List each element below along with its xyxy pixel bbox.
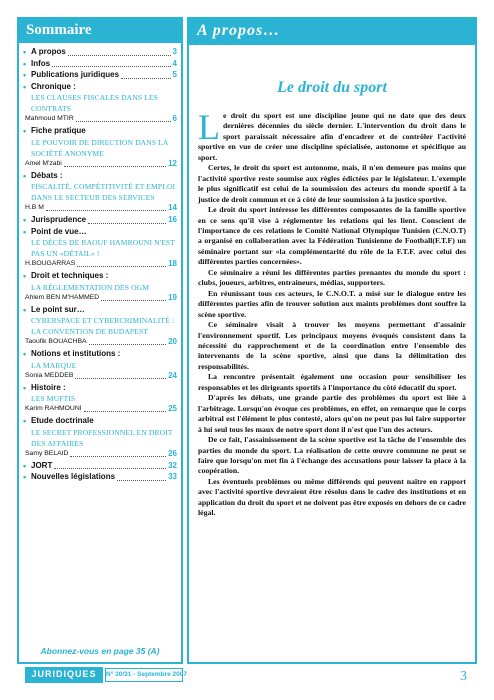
table-of-contents: [17, 17, 183, 664]
toc-entry[interactable]: [23, 305, 177, 348]
toc-author: Mahmoud MTIR: [25, 115, 74, 122]
toc-page: 26: [168, 448, 177, 458]
toc-label: JORT: [31, 460, 53, 470]
toc-label: Point de vue…: [31, 226, 87, 236]
toc-row: [23, 171, 177, 182]
toc-row: [23, 215, 177, 226]
toc-page: 18: [168, 259, 177, 268]
toc-label: Histoire :: [31, 382, 66, 392]
toc-entry[interactable]: [23, 271, 177, 303]
toc-row: [23, 472, 177, 483]
bullet-icon: •: [23, 81, 27, 92]
toc-page: 3: [172, 47, 177, 56]
bullet-icon: •: [23, 126, 27, 136]
toc-subtitle: CYBERSPACE ET CYBERCRIMINALITÉ : LA CONVENTION DE BUDAPEST: [31, 316, 175, 336]
dot-leader: [54, 468, 166, 469]
toc-page: 6: [172, 114, 177, 123]
toc-subtitle: LES CLAUSES FISCALES DANS LES CONTRATS: [31, 93, 158, 113]
dot-leader: [68, 55, 171, 56]
toc-author-row: [23, 203, 177, 213]
toc-label: Le point sur…: [31, 304, 85, 314]
dot-leader: [64, 166, 166, 167]
toc-author-row: [23, 449, 177, 459]
toc-author-row: [23, 114, 177, 124]
toc-author-row: [23, 293, 177, 303]
article-paragraph: Ce séminaire visait à trouver les moyens permettant d'assainir l'environnement sportif. Les principaux moyens évoqués consistent dans la nécessité du rapprochement et de la coordination entre l'ensemble des intervenants de la scène sportive, ainsi que dans la délimitation des responsabilités.: [198, 320, 466, 371]
toc-page: 16: [168, 215, 177, 224]
toc-author: H.BOUGARRAS: [25, 260, 76, 267]
toc-subtitle: LE DÉCÈS DE RAOUF HAMROUNI N'EST PAS UN «DÉTAIL» !: [31, 238, 175, 258]
bullet-icon: •: [23, 215, 27, 225]
bullet-icon: •: [23, 460, 27, 471]
toc-row: [23, 70, 177, 81]
toc-author-row: [23, 371, 177, 381]
article-paragraph: De ce fait, l'assainissement de la scène sportive est la tâche de l'ensemble des parties du monde du sport. La réalisation de cette œuvre commune ne peut se faire que lorsqu'on met fin à l'échange des accusations pour laisser la place à la coopération.: [198, 435, 466, 476]
toc-entry[interactable]: [23, 171, 177, 214]
toc-subtitle: LE POUVOIR DE DIRECTION DANS LA SOCIÉTÉ ANONYME: [31, 137, 169, 158]
article-body: [189, 107, 475, 519]
toc-row: [23, 227, 177, 238]
toc-label: Droit et techniques :: [31, 271, 109, 280]
toc-page: 12: [168, 158, 177, 168]
bullet-icon: •: [23, 271, 27, 281]
toc-page: 25: [168, 404, 177, 413]
toc-subtitle: LE SECRET PROFESSIONNEL EN DROIT DES AFFAIRES: [31, 427, 173, 448]
toc-entry[interactable]: [23, 70, 177, 81]
toc-page: 20: [168, 337, 177, 346]
toc-subtitle: FISCALITÉ, COMPÉTITIVITÉ ET EMPLOI DANS LE SECTEUR DES SERVICES: [31, 182, 176, 202]
toc-row: [23, 47, 177, 58]
toc-author-row: [23, 337, 177, 347]
bullet-icon: •: [23, 472, 27, 482]
dot-leader: [117, 480, 166, 481]
article-title: Le droit du sport: [277, 79, 387, 96]
article-paragraph: Le droit du sport est une discipline jeune qui ne date que des deux dernières décennies du siècle dernier. L'intervention du droit dans le sport paraissait nécessaire afin d'encadrer et de contrôler l'activité sportive en vue de créer une discipline spécialisée, autonome et spécifique au sport.: [198, 107, 466, 162]
bullet-icon: •: [23, 170, 27, 181]
toc-label: Etude doctrinale: [31, 416, 94, 425]
toc-entry[interactable]: [23, 47, 177, 58]
toc-row: [23, 416, 177, 427]
article: [187, 17, 477, 664]
article-paragraph: Certes, le droit du sport est autonome, mais, il n'en demeure pas moins que l'activité sportive reste soumise aux règles édictées par le législateur. L'exemple le plus significatif est celui de la soumission des acteurs du monde sportif à la justice de droit commun et ce à côté de leur soumission à la justice sportive.: [198, 163, 466, 204]
bullet-icon: •: [23, 47, 27, 57]
bullet-icon: •: [23, 382, 27, 393]
toc-author: Karim RAHMOUNI: [25, 405, 82, 412]
toc-author: Amel M'zabi: [25, 159, 62, 167]
bullet-icon: •: [23, 416, 27, 426]
toc-label: Chronique :: [31, 81, 76, 91]
dot-leader: [46, 210, 166, 211]
toc-label: Notions et institutions :: [31, 349, 121, 358]
toc-author: H.B M: [25, 204, 44, 211]
drop-cap: L: [198, 107, 220, 147]
toc-entry[interactable]: [23, 461, 177, 472]
article-paragraph: La rencontre présentait également une occasion pour sensibiliser les responsables et les dirigeants sportifs à l'importance du côté éducatif du sport.: [198, 372, 466, 392]
toc-entry[interactable]: [23, 59, 177, 70]
toc-row: [23, 305, 177, 316]
bullet-icon: •: [23, 304, 27, 315]
dot-leader: [75, 378, 166, 379]
toc-entry[interactable]: [23, 416, 177, 459]
toc-page: 33: [168, 472, 177, 481]
article-paragraph: Le droit du sport intéresse les différentes composantes de la famille sportive en ce sens qu'il vise à réglementer les relations qui les lient. Conscient de l'importance de ces relations le Comité National Olympique Tunisien (C.N.O.T) a organisé en collaboration avec la Fédération Tunisienne de Football(F.T.F) un séminaire portant sur «la complémentarité du rôle de la F.T.F. avec celui des différentes parties concernées».: [198, 205, 466, 267]
sidebar-title: Sommaire: [19, 19, 181, 43]
toc-row: [23, 59, 177, 70]
bullet-icon: •: [23, 58, 27, 69]
toc-subtitle: LES MUFTIS: [31, 394, 76, 403]
toc-page: 14: [168, 203, 177, 212]
dot-leader: [84, 411, 166, 412]
bullet-icon: •: [23, 349, 27, 359]
toc-entry[interactable]: [23, 349, 177, 381]
dot-leader: [101, 300, 166, 301]
toc-entry[interactable]: [23, 215, 177, 226]
toc-author-row: [23, 159, 177, 169]
toc-author: Sonia MEDDEB: [25, 371, 74, 379]
toc-page: 4: [172, 58, 177, 68]
issue-label: N° 30/31 - Septembre 2007: [105, 668, 183, 682]
bullet-icon: •: [23, 70, 27, 80]
magazine-logo: JURIDIQUES: [25, 667, 103, 683]
toc-entry[interactable]: [23, 383, 177, 415]
toc-label: Nouvelles législations: [31, 472, 116, 481]
toc-author-row: [23, 404, 177, 414]
article-paragraph: En réunissant tous ces acteurs, le C.N.O.T. a misé sur le dialogue entre les différentes parties afin de trouver solution aux maints problèmes dont souffre la scène sportive.: [198, 288, 466, 319]
toc-entry[interactable]: [23, 82, 177, 125]
toc-entry[interactable]: [23, 126, 177, 169]
toc-author: Ahlem BEN M'HAMMED: [25, 293, 100, 301]
dot-leader: [70, 456, 166, 457]
dot-leader: [88, 223, 166, 224]
toc-label: Infos: [31, 58, 51, 68]
subscribe-notice: Abonnez-vous en page 35 (A): [40, 646, 160, 656]
dot-leader: [77, 266, 166, 267]
toc-label: A propos: [31, 47, 66, 56]
toc-label: Fiche pratique: [31, 126, 86, 135]
toc-row: [23, 383, 177, 394]
toc-row: [23, 271, 177, 282]
bullet-icon: •: [23, 226, 27, 237]
toc-page: 5: [172, 70, 177, 79]
toc-subtitle: LA MARQUE: [31, 360, 77, 370]
section-banner: A propos…: [189, 19, 475, 45]
toc-page: 32: [168, 460, 177, 470]
article-paragraph: Les éventuels problèmes ou même différends qui peuvent naître en rapport avec l'activité sportive devraient être résolus dans le cadre des institutions et en application du droit du sport et ne doivent pas être exposés en dehors de ce cadre légal.: [198, 476, 466, 518]
toc-page: 24: [168, 370, 177, 380]
toc-author: Taoufik BOUACHBA: [25, 338, 87, 345]
page-number: 3: [460, 669, 467, 684]
article-paragraph: Ce séminaire a réuni les différentes parties prenantes du monde du sport : clubs, joueurs, arbitres, entraineurs, médias, supporters.: [198, 267, 466, 288]
toc-row: [23, 461, 177, 472]
dot-leader: [76, 121, 171, 122]
dot-leader: [52, 66, 170, 67]
toc-row: [23, 82, 177, 93]
toc-row: [23, 126, 177, 137]
toc-page: 19: [168, 292, 177, 302]
toc-entry[interactable]: [23, 227, 177, 270]
article-paragraph: D'après les débats, une grande partie des problèmes du sport est liée à l'arbitrage. Lorsqu'on évoque ces problèmes, en effet, on remarque que le corps arbitral est l'élément le plus contesté, alors qu'on ne peut pas lui faire supporter à lui seul tous les maux de notre sport dont il n'est que l'un des acteurs.: [198, 393, 466, 434]
toc-label: Publications juridiques: [31, 70, 120, 79]
toc-row: [23, 349, 177, 360]
toc-list: [19, 43, 181, 483]
toc-label: Débats :: [31, 170, 63, 180]
toc-author: Samy BELAID: [25, 449, 69, 457]
toc-label: Jurisprudence: [31, 215, 87, 224]
dot-leader: [121, 78, 171, 79]
toc-entry[interactable]: [23, 472, 177, 483]
toc-author-row: [23, 259, 177, 269]
toc-subtitle: LA RÉGLEMENTATION DES OGM: [31, 282, 150, 292]
dot-leader: [89, 344, 167, 345]
